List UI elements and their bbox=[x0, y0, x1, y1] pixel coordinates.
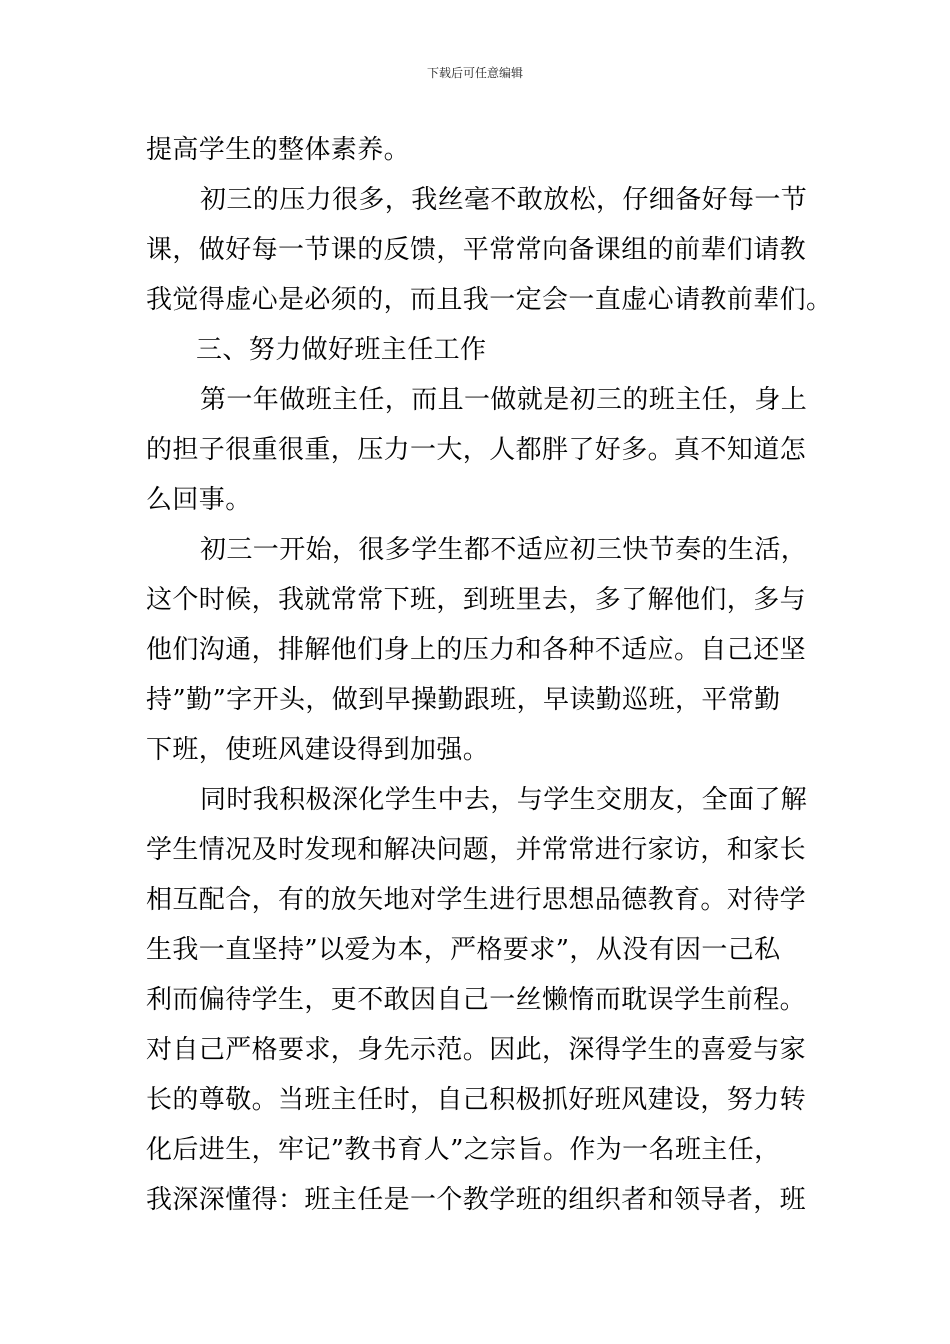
paragraph-start-line: 初三的压力很多，我丝毫不敢放松，仔细备好每一节 bbox=[200, 185, 808, 215]
paragraph-start-line: 初三一开始，很多学生都不适应初三快节奏的生活， bbox=[200, 535, 808, 565]
text-line: 课，做好每一节课的反馈，平常常向备课组的前辈们请教 bbox=[146, 235, 807, 265]
text-line: 我觉得虚心是必须的，而且我一定会一直虚心请教前辈们。 bbox=[146, 285, 833, 315]
text-line: 持”勤”字开头，做到早操勤跟班，早读勤巡班，平常勤 bbox=[146, 685, 781, 715]
text-line: 我深深懂得：班主任是一个教学班的组织者和领导者，班 bbox=[146, 1185, 807, 1215]
text-line: 对自己严格要求，身先示范。因此，深得学生的喜爱与家 bbox=[146, 1035, 807, 1065]
page-header: 下载后可任意编辑 bbox=[426, 66, 523, 80]
paragraph-start-line: 同时我积极深化学生中去，与学生交朋友，全面了解 bbox=[200, 785, 808, 815]
section-heading: 三、努力做好班主任工作 bbox=[196, 335, 487, 365]
text-line: 相互配合，有的放矢地对学生进行思想品德教育。对待学 bbox=[146, 885, 807, 915]
text-line: 长的尊敬。当班主任时，自己积极抓好班风建设，努力转 bbox=[146, 1085, 807, 1115]
document-body bbox=[146, 125, 833, 1225]
text-line: 提高学生的整体素养。 bbox=[146, 135, 411, 165]
text-line: 下班，使班风建设得到加强。 bbox=[146, 735, 490, 765]
text-line: 生我一直坚持”以爱为本，严格要求”，从没有因一己私 bbox=[146, 935, 781, 965]
text-line: 化后进生，牢记”教书育人”之宗旨。作为一名班主任， bbox=[146, 1135, 781, 1165]
text-line: 的担子很重很重，压力一大，人都胖了好多。真不知道怎 bbox=[146, 435, 807, 465]
text-line: 他们沟通，排解他们身上的压力和各种不适应。自己还坚 bbox=[146, 635, 807, 665]
text-line: 么回事。 bbox=[146, 485, 252, 515]
text-line: 利而偏待学生，更不敢因自己一丝懒惰而耽误学生前程。 bbox=[146, 985, 807, 1015]
text-line: 学生情况及时发现和解决问题，并常常进行家访，和家长 bbox=[146, 835, 807, 865]
paragraph-start-line: 第一年做班主任，而且一做就是初三的班主任，身上 bbox=[200, 385, 808, 415]
text-line: 这个时候，我就常常下班，到班里去，多了解他们，多与 bbox=[146, 585, 807, 615]
